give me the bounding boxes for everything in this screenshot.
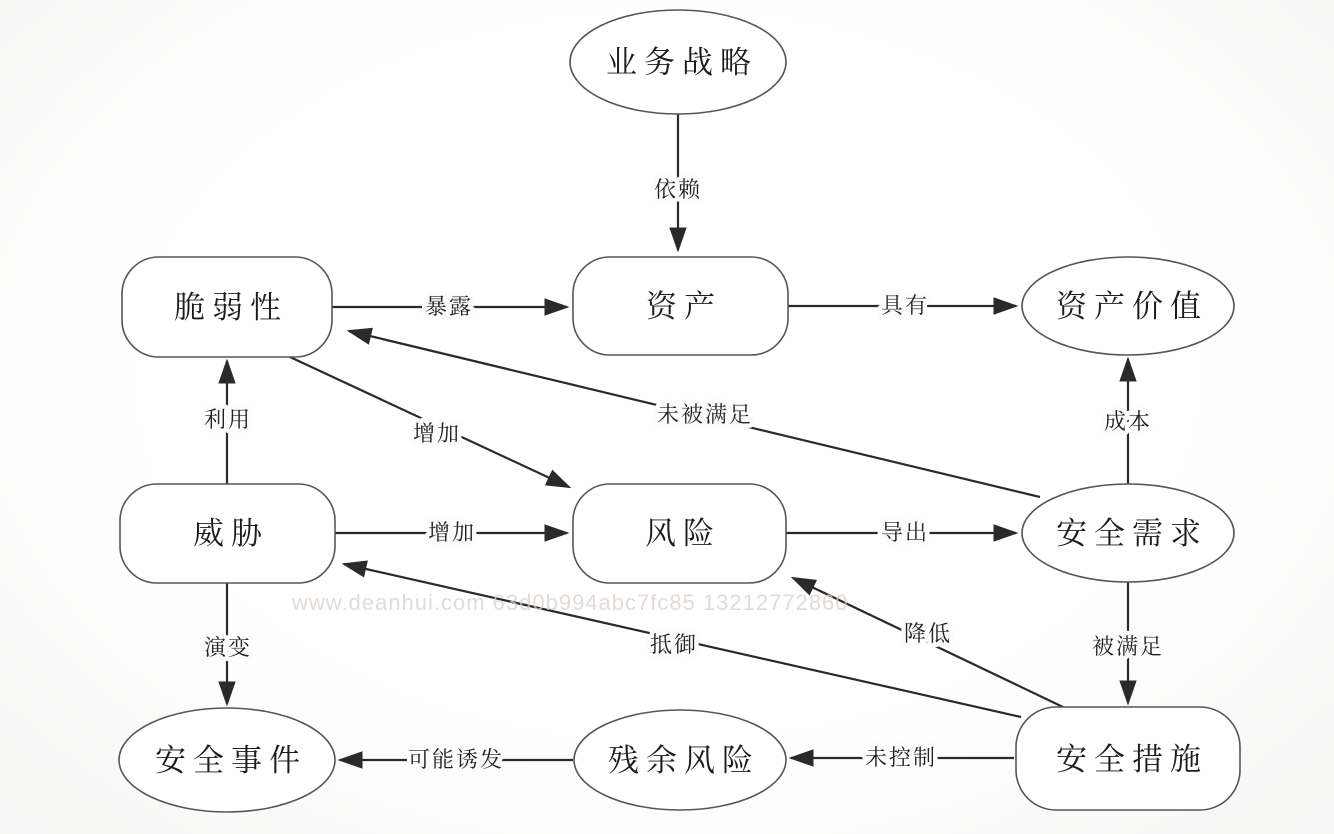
edge-may-induce-label: 可能诱发 <box>407 747 505 772</box>
node-security-requirement-label: 安全需求 <box>1056 516 1208 551</box>
node-residual-risk-label: 残余风险 <box>608 743 760 778</box>
edge-increase-from-threat <box>335 520 567 545</box>
node-security-measure-label: 安全措施 <box>1056 742 1208 777</box>
node-security-measure <box>1016 707 1240 810</box>
edge-increase-from-threat-label: 增加 <box>427 520 477 545</box>
node-risk-label: 风险 <box>645 516 721 551</box>
node-threat <box>120 484 335 583</box>
edge-increase-from-vulnerability-label: 增加 <box>412 421 462 446</box>
edge-uncontrolled <box>791 745 1014 770</box>
edge-evolve-label: 演变 <box>203 635 253 660</box>
node-threat-label: 威胁 <box>193 516 269 551</box>
node-security-incident <box>119 708 335 812</box>
edge-uncontrolled-label: 未控制 <box>864 745 938 770</box>
edge-cost-label: 成本 <box>1103 409 1153 434</box>
edge-may-induce <box>340 747 573 772</box>
edge-exploit <box>204 361 252 484</box>
watermark-text: www.deanhui.com 63d0b994abc7fc85 13212772860 <box>292 590 849 615</box>
node-residual-risk <box>574 710 786 810</box>
edge-expose <box>332 294 567 319</box>
node-business-strategy <box>570 10 786 114</box>
node-asset <box>573 257 788 355</box>
edge-unmet-label: 未被满足 <box>656 402 754 427</box>
node-risk <box>573 484 786 583</box>
edge-evolve <box>204 583 252 704</box>
edge-satisfied <box>1092 582 1164 703</box>
edge-depends-label: 依赖 <box>653 177 703 202</box>
node-business-strategy-label: 业务战略 <box>606 45 758 80</box>
node-asset-label: 资产 <box>646 289 722 324</box>
node-asset-value-label: 资产价值 <box>1056 289 1208 324</box>
edge-derive-label: 导出 <box>880 520 930 545</box>
edge-resist-label: 抵御 <box>649 632 699 657</box>
edge-derive <box>786 520 1016 545</box>
node-asset-value <box>1022 257 1234 355</box>
edge-have <box>788 293 1016 318</box>
edge-depends <box>654 114 702 250</box>
node-vulnerability <box>122 257 332 357</box>
edge-cost <box>1104 359 1152 484</box>
node-security-requirement <box>1022 484 1234 582</box>
node-security-incident-label: 安全事件 <box>155 743 307 778</box>
edge-expose-label: 暴露 <box>424 294 474 319</box>
edge-unmet <box>349 331 1040 497</box>
edge-increase-from-vulnerability <box>290 357 569 487</box>
edge-have-label: 具有 <box>880 293 930 318</box>
edge-reduce-label: 降低 <box>903 621 953 646</box>
node-vulnerability-label: 脆弱性 <box>174 290 288 325</box>
edge-exploit-label: 利用 <box>203 407 253 432</box>
edge-satisfied-label: 被满足 <box>1091 634 1165 659</box>
